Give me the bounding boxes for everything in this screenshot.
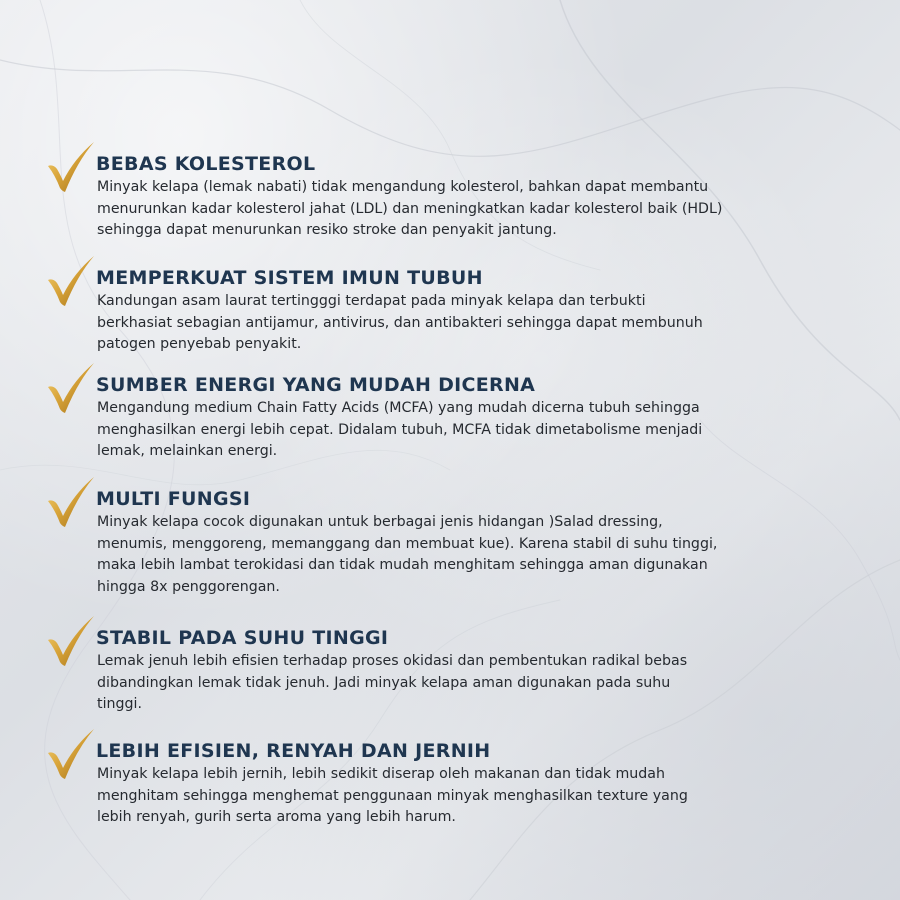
check-mark-icon (44, 256, 96, 308)
check-mark-icon (44, 477, 96, 529)
benefit-title: MEMPERKUAT SISTEM IMUN TUBUH (96, 267, 483, 289)
check-mark-icon (44, 729, 96, 781)
check-mark-icon (44, 142, 96, 194)
benefit-title: STABIL PADA SUHU TINGGI (96, 627, 389, 649)
benefit-description: Kandungan asam laurat tertingggi terdapat pada minyak kelapa dan terbukti berkhasiat sebagian antijamur, antivirus, dan antibakteri sehingga dapat membunuh patogen penyebab penyakit. (97, 293, 703, 352)
check-mark-icon (44, 363, 96, 415)
benefit-title: MULTI FUNGSI (96, 488, 251, 510)
benefit-description: Mengandung medium Chain Fatty Acids (MCFA) yang mudah dicerna tubuh sehingga menghasilkan energi lebih cepat. Didalam tubuh, MCFA tidak dimetabolisme menjadi lemak, melainkan energi. (97, 400, 703, 459)
benefit-description: Minyak kelapa cocok digunakan untuk berbagai jenis hidangan )Salad dressing, menumis, menggoreng, memanggang dan membuat kue). Karena stabil di suhu tinggi, maka lebih lambat terokidasi dan tidak mudah menghitam sehingga aman digunakan hingga 8x penggorengan. (97, 514, 718, 595)
benefit-title: BEBAS KOLESTEROL (96, 153, 316, 175)
check-mark-icon (44, 616, 96, 668)
benefit-title: SUMBER ENERGI YANG MUDAH DICERNA (96, 374, 536, 396)
benefit-description: Minyak kelapa lebih jernih, lebih sedikit diserap oleh makanan dan tidak mudah menghitam sehingga menghemat penggunaan minyak menghasilkan texture yang lebih renyah, gurih serta aroma yang lebih harum. (97, 766, 688, 825)
benefit-description: Minyak kelapa (lemak nabati) tidak mengandung kolesterol, bahkan dapat membantu menurunkan kadar kolesterol jahat (LDL) dan meningkatkan kadar kolesterol baik (HDL) sehingga dapat menurunkan resiko stroke dan penyakit jantung. (97, 179, 723, 238)
benefit-title: LEBIH EFISIEN, RENYAH DAN JERNIH (96, 740, 491, 762)
benefit-description: Lemak jenuh lebih efisien terhadap proses okidasi dan pembentukan radikal bebas dibandingkan lemak tidak jenuh. Jadi minyak kelapa aman digunakan pada suhu tinggi. (97, 653, 688, 712)
